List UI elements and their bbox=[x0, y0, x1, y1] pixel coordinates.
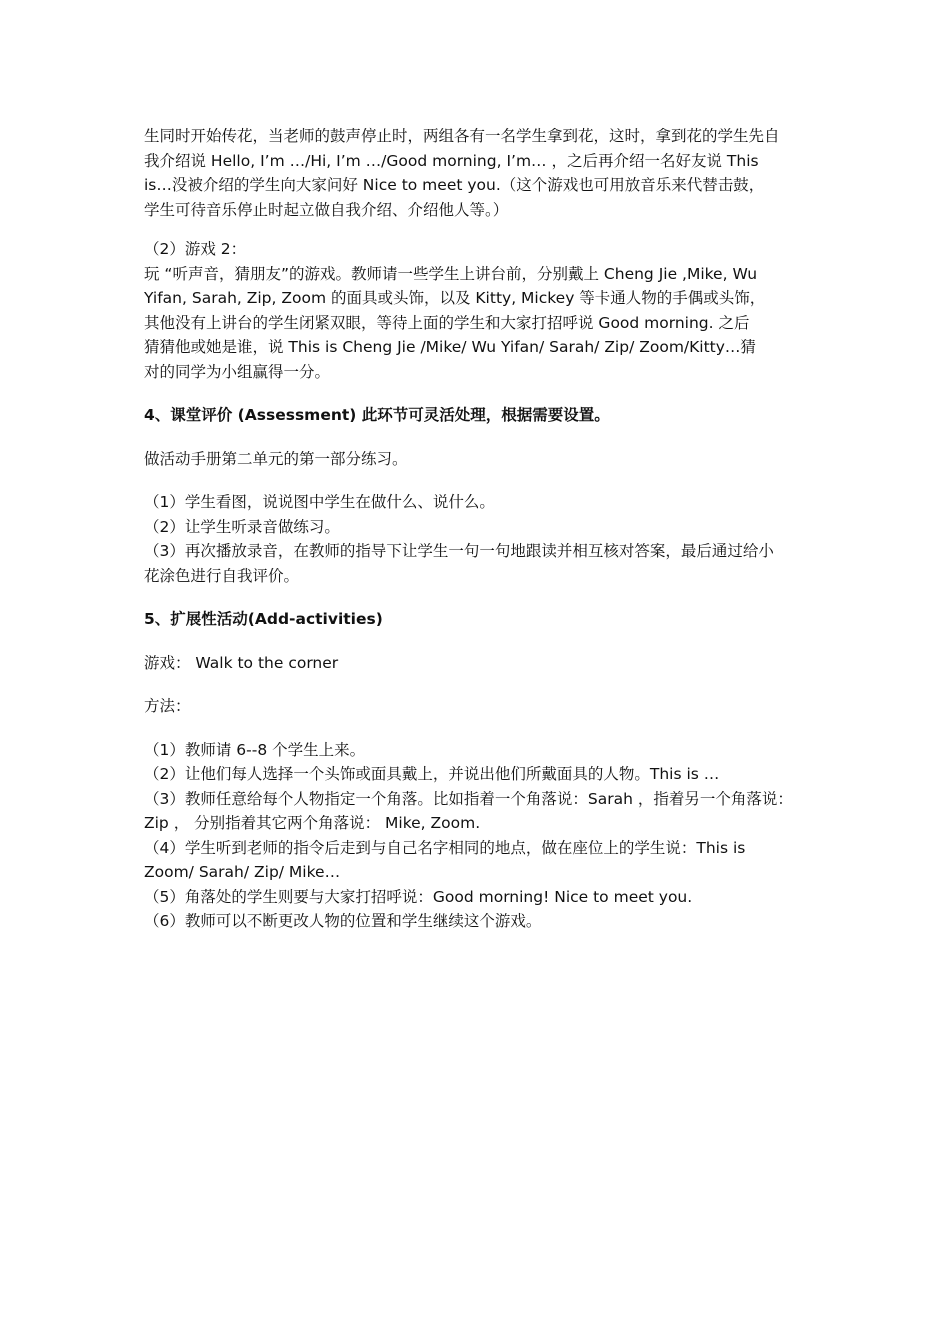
section5-method: 方法： bbox=[144, 697, 191, 715]
section4-intro: 做活动手册第二单元的第一部分练习。 bbox=[144, 449, 408, 468]
text-line: is…没被介绍的学生向大家问好 Nice to meet you.（这个游戏也可用放音乐来代替击鼓， bbox=[144, 176, 765, 194]
list-item: （5）角落处的学生则要与大家打招呼说：Good morning! Nice to meet you. bbox=[144, 887, 693, 906]
document-page bbox=[144, 124, 808, 934]
section4-list bbox=[144, 490, 808, 588]
text-line: 学生可待音乐停止时起立做自我介绍、介绍他人等。） bbox=[144, 200, 509, 219]
list-item: （3）教师任意给每个人物指定一个角落。比如指着一个角落说：Sarah ，指着另一个角落说： bbox=[144, 789, 793, 808]
list-item: Zip ， 分别指着其它两个角落说： Mike, Zoom. bbox=[144, 814, 481, 832]
intro-paragraph bbox=[144, 124, 808, 222]
text-line: 对的同学为小组赢得一分。 bbox=[144, 362, 331, 381]
section5-heading: 5、扩展性活动(Add-activities) bbox=[144, 610, 383, 628]
text-line: 其他没有上讲台的学生闭紧双眼，等待上面的学生和大家打招呼说 Good morning. 之后 bbox=[144, 313, 750, 332]
list-item: （2）让学生听录音做练习。 bbox=[144, 517, 340, 536]
list-item: （4）学生听到老师的指令后走到与自己名字相同的地点，做在座位上的学生说：This is bbox=[144, 838, 746, 857]
list-item: 花涂色进行自我评价。 bbox=[144, 566, 300, 585]
text-line: 猜猜他或她是谁，说 This is Cheng Jie /Mike/ Wu Yifan/ Sarah/ Zip/ Zoom/Kitty…猜 bbox=[144, 338, 756, 356]
list-item: Zoom/ Sarah/ Zip/ Mike… bbox=[144, 863, 341, 881]
list-item: （1）学生看图，说说图中学生在做什么、说什么。 bbox=[144, 493, 495, 511]
game2-title: （2）游戏 2： bbox=[144, 240, 247, 258]
list-item: （3）再次播放录音，在教师的指导下让学生一句一句地跟读并相互核对答案，最后通过给小 bbox=[144, 542, 774, 560]
text-line: Yifan, Sarah, Zip, Zoom 的面具或头饰，以及 Kitty, Mickey 等卡通人物的手偶或头饰， bbox=[144, 289, 766, 307]
list-item: （6）教师可以不断更改人物的位置和学生继续这个游戏。 bbox=[144, 912, 542, 930]
list-item: （1）教师请 6--8 个学生上来。 bbox=[144, 740, 366, 759]
section5-game: 游戏： Walk to the corner bbox=[144, 653, 339, 672]
game2-paragraph bbox=[144, 237, 808, 384]
section5-list bbox=[144, 738, 808, 934]
text-line: 生同时开始传花，当老师的鼓声停止时，两组各有一名学生拿到花，这时，拿到花的学生先自 bbox=[144, 127, 780, 145]
list-item: （2）让他们每人选择一个头饰或面具戴上，并说出他们所戴面具的人物。This is … bbox=[144, 765, 720, 783]
section4-heading: 4、课堂评价 (Assessment) 此环节可灵活处理，根据需要设置。 bbox=[144, 406, 610, 424]
text-line: 玩 “听声音，猜朋友”的游戏。教师请一些学生上讲台前，分别戴上 Cheng Jie ,Mike, Wu bbox=[144, 264, 758, 283]
text-line: 我介绍说 Hello, I’m …/Hi, I’m …/Good morning, I’m… ，之后再介绍一名好友说 This bbox=[144, 151, 759, 170]
